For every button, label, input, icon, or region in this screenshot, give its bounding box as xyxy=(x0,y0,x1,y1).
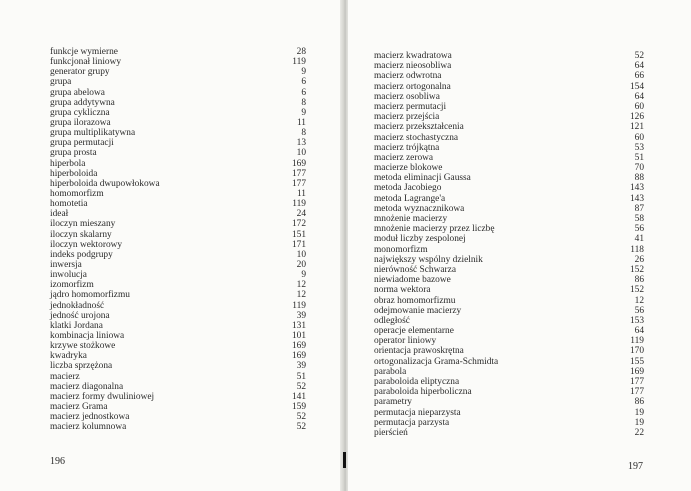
index-term: metoda Jacobiego xyxy=(374,183,442,194)
index-term: hiperboloida xyxy=(50,168,98,179)
index-term: ideał xyxy=(50,209,69,220)
index-page-ref: 53 xyxy=(634,142,644,153)
index-term: macierz ortogonalna xyxy=(374,81,451,92)
index-term: klatki Jordana xyxy=(50,320,103,331)
index-entry xyxy=(50,230,306,240)
index-term: paraboloida eliptyczna xyxy=(374,377,460,387)
index-page-ref: 126 xyxy=(629,112,644,123)
index-entry xyxy=(374,306,644,316)
page-number-right: 197 xyxy=(628,461,643,472)
index-page-ref: 24 xyxy=(296,209,306,220)
index-term: izomorfizm xyxy=(50,280,94,291)
index-term: niewiadome bazowe xyxy=(374,275,451,286)
index-page-ref: 6 xyxy=(301,77,306,88)
index-page-ref: 152 xyxy=(629,285,644,296)
index-entry xyxy=(50,301,306,311)
index-entry xyxy=(50,290,306,300)
index-list-left xyxy=(50,47,306,432)
index-entry xyxy=(50,361,306,371)
index-page-ref: 119 xyxy=(630,336,644,347)
index-entry xyxy=(374,275,644,285)
index-term: macierz przekształcenia xyxy=(374,122,464,133)
index-entry xyxy=(50,209,306,219)
index-term: orientacja prawoskrętna xyxy=(374,346,464,357)
index-entry xyxy=(50,88,306,98)
index-entry xyxy=(374,346,644,356)
index-page-ref: 19 xyxy=(634,407,644,418)
index-entry xyxy=(50,128,306,138)
index-entry xyxy=(374,234,644,244)
index-entry xyxy=(50,422,306,432)
index-page-ref: 177 xyxy=(291,178,306,189)
index-entry xyxy=(50,179,306,189)
index-entry xyxy=(374,204,644,214)
index-term: macierz Grama xyxy=(50,401,108,412)
index-entry xyxy=(374,92,644,102)
index-page-ref: 28 xyxy=(296,47,306,57)
index-term: iloczyn skalarny xyxy=(50,229,112,240)
index-page-ref: 52 xyxy=(296,381,306,392)
index-term: macierz przejścia xyxy=(374,112,440,123)
index-term: grupa xyxy=(50,77,72,88)
index-term: grupa prosta xyxy=(50,148,97,159)
index-page-ref: 153 xyxy=(629,315,644,326)
index-page-ref: 151 xyxy=(291,229,306,240)
index-page-ref: 169 xyxy=(291,341,306,352)
index-entry xyxy=(374,265,644,275)
index-entry xyxy=(50,118,306,128)
index-page-ref: 143 xyxy=(629,193,644,204)
index-entry xyxy=(50,250,306,260)
index-term: hiperboloida dwupowłokowa xyxy=(50,178,160,189)
index-page-ref: 119 xyxy=(292,57,306,68)
index-entry xyxy=(50,382,306,392)
index-entry xyxy=(50,351,306,361)
index-term: operator liniowy xyxy=(374,336,437,347)
index-page-ref: 172 xyxy=(291,219,306,230)
index-entry xyxy=(374,428,644,438)
index-entry xyxy=(374,397,644,407)
index-term: grupa abelowa xyxy=(50,87,105,98)
index-entry xyxy=(50,260,306,270)
index-page-ref: 64 xyxy=(634,91,644,102)
index-term: moduł liczby zespolonej xyxy=(374,234,466,245)
index-page-ref: 121 xyxy=(629,122,644,133)
index-page-ref: 101 xyxy=(291,330,306,341)
index-page-ref: 22 xyxy=(634,427,644,438)
index-page-ref: 11 xyxy=(296,117,306,128)
index-page-ref: 58 xyxy=(634,214,644,224)
index-entry xyxy=(50,148,306,158)
index-entry xyxy=(374,214,644,224)
index-entry xyxy=(374,51,644,61)
index-page-ref: 26 xyxy=(634,254,644,265)
index-term: największy wspólny dzielnik xyxy=(374,254,483,265)
index-entry xyxy=(50,199,306,209)
index-page-ref: 10 xyxy=(296,148,306,159)
index-page-ref: 41 xyxy=(634,234,644,245)
index-term: odległość xyxy=(374,315,410,326)
index-entry xyxy=(374,224,644,234)
index-entry xyxy=(50,392,306,402)
index-page-ref: 159 xyxy=(291,401,306,412)
index-entry xyxy=(50,412,306,422)
index-term: permutacja nieparzysta xyxy=(374,407,461,418)
index-page-ref: 8 xyxy=(301,97,306,108)
index-term: grupa addytywna xyxy=(50,97,115,108)
index-term: macierz kolumnowa xyxy=(50,422,127,433)
index-term: macierz odwrotna xyxy=(374,71,442,82)
index-page-ref: 169 xyxy=(291,351,306,362)
index-entry xyxy=(374,153,644,163)
index-term: kombinacja liniowa xyxy=(50,330,125,341)
index-page-ref: 152 xyxy=(629,264,644,275)
index-entry xyxy=(50,280,306,290)
index-entry xyxy=(50,311,306,321)
index-entry xyxy=(50,98,306,108)
index-page-ref: 39 xyxy=(296,310,306,321)
index-page-ref: 88 xyxy=(634,173,644,184)
index-page-ref: 86 xyxy=(634,397,644,408)
index-page-ref: 60 xyxy=(634,101,644,112)
index-term: macierz diagonalna xyxy=(50,381,124,392)
index-term: grupa ilorazowa xyxy=(50,117,111,128)
index-page-ref: 66 xyxy=(634,71,644,82)
index-entry xyxy=(374,82,644,92)
index-entry xyxy=(374,194,644,204)
index-term: parabola xyxy=(374,366,407,377)
index-entry xyxy=(374,408,644,418)
index-page-ref: 56 xyxy=(634,305,644,316)
index-page-ref: 64 xyxy=(634,326,644,337)
index-page-ref: 70 xyxy=(634,163,644,174)
index-page-ref: 12 xyxy=(296,290,306,301)
index-page-ref: 52 xyxy=(296,422,306,433)
index-entry xyxy=(50,270,306,280)
index-entry xyxy=(374,71,644,81)
index-page-ref: 86 xyxy=(634,275,644,286)
index-page-ref: 56 xyxy=(634,224,644,235)
index-term: metoda Lagrange'a xyxy=(374,193,446,204)
index-entry xyxy=(50,321,306,331)
index-page-ref: 169 xyxy=(291,158,306,169)
index-page-ref: 9 xyxy=(301,270,306,281)
index-entry xyxy=(374,367,644,377)
index-term: macierz jednostkowa xyxy=(50,412,130,423)
index-term: funkcje wymierne xyxy=(50,47,118,57)
index-term: permutacja parzysta xyxy=(374,417,450,428)
index-page-ref: 155 xyxy=(629,356,644,367)
index-page-ref: 12 xyxy=(634,295,644,306)
index-page-ref: 10 xyxy=(296,249,306,260)
index-entry xyxy=(50,77,306,87)
index-page-ref: 6 xyxy=(301,87,306,98)
index-page-ref: 131 xyxy=(291,320,306,331)
index-term: macierze blokowe xyxy=(374,163,443,174)
index-page-ref: 51 xyxy=(296,371,306,382)
index-entry xyxy=(374,183,644,193)
index-term: nierówność Schwarza xyxy=(374,264,456,275)
index-entry xyxy=(50,402,306,412)
index-term: macierz xyxy=(50,371,80,382)
index-page-ref: 52 xyxy=(634,51,644,61)
index-page-ref: 19 xyxy=(634,417,644,428)
index-term: metoda eliminacji Gaussa xyxy=(374,173,471,184)
index-term: grupa multiplikatywna xyxy=(50,128,136,139)
index-entry xyxy=(374,336,644,346)
index-term: ortogonalizacja Grama-Schmidta xyxy=(374,356,499,367)
index-term: iloczyn wektorowy xyxy=(50,239,123,250)
index-entry xyxy=(50,138,306,148)
index-entry xyxy=(50,108,306,118)
index-entry xyxy=(374,133,644,143)
index-entry xyxy=(374,173,644,183)
index-page-ref: 171 xyxy=(291,239,306,250)
index-entry xyxy=(374,143,644,153)
index-page-ref: 12 xyxy=(296,280,306,291)
index-entry xyxy=(50,47,306,57)
index-term: jedność urojona xyxy=(50,310,110,321)
index-term: pierścień xyxy=(374,427,408,438)
index-entry xyxy=(374,255,644,265)
index-term: liczba sprzężona xyxy=(50,361,113,372)
index-page-ref: 20 xyxy=(296,259,306,270)
index-term: norma wektora xyxy=(374,285,431,296)
index-entry xyxy=(374,61,644,71)
index-term: odejmowanie macierzy xyxy=(374,305,462,316)
index-page-ref: 119 xyxy=(292,199,306,210)
index-term: macierz zerowa xyxy=(374,152,434,163)
index-term: mnożenie macierzy przez liczbę xyxy=(374,224,495,235)
right-page xyxy=(348,0,691,491)
index-entry xyxy=(50,341,306,351)
index-entry xyxy=(374,316,644,326)
page-number-left: 196 xyxy=(50,456,65,467)
index-entry xyxy=(374,112,644,122)
index-entry xyxy=(374,102,644,112)
index-entry xyxy=(50,240,306,250)
index-term: macierz nieosobliwa xyxy=(374,61,452,72)
index-term: grupa permutacji xyxy=(50,138,114,149)
index-entry xyxy=(374,326,644,336)
index-entry xyxy=(374,377,644,387)
index-entry xyxy=(374,296,644,306)
index-term: grupa cykliczna xyxy=(50,107,110,118)
index-entry xyxy=(374,387,644,397)
index-entry xyxy=(50,169,306,179)
index-page-ref: 11 xyxy=(296,188,306,199)
index-page-ref: 87 xyxy=(634,203,644,214)
index-entry xyxy=(374,418,644,428)
index-page-ref: 13 xyxy=(296,138,306,149)
index-page-ref: 39 xyxy=(296,361,306,372)
index-entry xyxy=(374,285,644,295)
index-term: jednokładność xyxy=(50,300,105,311)
index-term: inwersja xyxy=(50,259,82,270)
left-page xyxy=(0,0,343,491)
index-term: paraboloida hiperboliczna xyxy=(374,387,472,398)
index-page-ref: 8 xyxy=(301,128,306,139)
index-entry xyxy=(374,163,644,173)
index-term: homotetia xyxy=(50,199,88,210)
index-entry xyxy=(50,67,306,77)
index-term: macierz trójkątna xyxy=(374,142,440,153)
index-term: macierz formy dwuliniowej xyxy=(50,391,155,402)
index-entry xyxy=(374,122,644,132)
index-page-ref: 119 xyxy=(292,300,306,311)
index-term: mnożenie macierzy xyxy=(374,214,448,224)
index-term: jądro homomorfizmu xyxy=(50,290,130,301)
index-page-ref: 154 xyxy=(629,81,644,92)
index-page-ref: 60 xyxy=(634,132,644,143)
index-entry xyxy=(50,331,306,341)
index-term: macierz permutacji xyxy=(374,101,447,112)
index-list-right xyxy=(374,51,644,438)
index-entry xyxy=(50,57,306,67)
index-page-ref: 170 xyxy=(629,346,644,357)
index-term: kwadryka xyxy=(50,351,87,362)
index-term: macierz stochastyczna xyxy=(374,132,459,143)
index-term: obraz homomorfizmu xyxy=(374,295,456,306)
index-page-ref: 64 xyxy=(634,61,644,72)
index-page-ref: 118 xyxy=(630,244,644,255)
index-term: indeks podgrupy xyxy=(50,249,113,260)
index-page-ref: 52 xyxy=(296,412,306,423)
index-page-ref: 51 xyxy=(634,152,644,163)
index-page-ref: 169 xyxy=(629,366,644,377)
index-entry xyxy=(374,357,644,367)
index-entry xyxy=(374,245,644,255)
index-term: metoda wyznacznikowa xyxy=(374,203,465,214)
index-page-ref: 177 xyxy=(629,377,644,387)
index-page-ref: 177 xyxy=(291,168,306,179)
index-entry xyxy=(50,189,306,199)
index-entry xyxy=(50,219,306,229)
index-term: operacje elementarne xyxy=(374,326,454,337)
index-page-ref: 9 xyxy=(301,67,306,78)
index-page-ref: 9 xyxy=(301,107,306,118)
index-term: parametry xyxy=(374,397,412,408)
index-term: macierz kwadratowa xyxy=(374,51,452,61)
index-term: inwolucja xyxy=(50,270,87,281)
index-page-ref: 141 xyxy=(291,391,306,402)
index-entry xyxy=(50,372,306,382)
index-term: funkcjonał liniowy xyxy=(50,57,122,68)
index-term: generator grupy xyxy=(50,67,110,78)
binding-mark xyxy=(343,452,346,468)
index-page-ref: 177 xyxy=(629,387,644,398)
index-term: monomorfizm xyxy=(374,244,428,255)
index-entry xyxy=(50,159,306,169)
index-term: macierz osobliwa xyxy=(374,91,440,102)
index-term: hiperbola xyxy=(50,158,86,169)
index-term: homomorfizm xyxy=(50,188,104,199)
index-term: iloczyn mieszany xyxy=(50,219,116,230)
index-page-ref: 143 xyxy=(629,183,644,194)
index-term: krzywe stożkowe xyxy=(50,341,116,352)
